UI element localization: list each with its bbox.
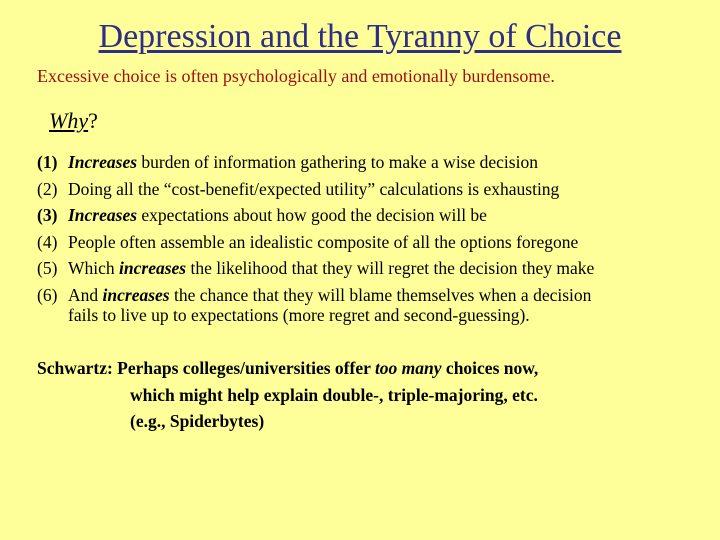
emphasis-too-many: too many — [374, 358, 442, 378]
reasons-list — [37, 149, 594, 329]
schwartz-line-1: Schwartz: Perhaps colleges/universities offer too many choices now, — [37, 358, 539, 378]
why-heading — [49, 108, 98, 134]
item-text: Doing all the “cost-benefit/expected utility” calculations is exhausting — [68, 178, 560, 199]
slide-subtitle: Excessive choice is often psychologically and emotionally burdensome. — [37, 66, 555, 86]
item-keyword: Increases — [68, 152, 138, 172]
list-item — [37, 176, 594, 203]
item-text: People often assemble an idealistic composite of all the options foregone — [68, 231, 579, 252]
item-keyword: increases — [119, 258, 187, 278]
schwartz-line-2: which might help explain double-, triple-majoring, etc. — [130, 384, 538, 405]
item-continuation: fails to live up to expectations (more regret and second-guessing). — [68, 305, 530, 325]
why-word: Why — [49, 108, 89, 133]
item-number: (4) — [37, 231, 58, 252]
item-text: Increases expectations about how good the decision will be — [68, 205, 487, 225]
item-number: (1) — [37, 152, 58, 172]
item-text: And increases the chance that they will blame themselves when a decision — [68, 284, 592, 305]
list-item — [37, 149, 594, 176]
item-number: (3) — [37, 205, 58, 225]
item-keyword: increases — [102, 284, 170, 305]
schwartz-note — [37, 355, 538, 435]
list-item — [37, 255, 594, 282]
list-item — [37, 229, 594, 256]
item-number: (2) — [37, 178, 58, 199]
why-mark: ? — [88, 108, 98, 133]
item-text: Which increases the likelihood that they will regret the decision they make — [68, 258, 595, 278]
list-item — [37, 202, 594, 229]
slide-title: Depression and the Tyranny of Choice — [98, 18, 622, 55]
item-number: (6) — [37, 284, 58, 305]
item-keyword: Increases — [68, 205, 138, 225]
item-number: (5) — [37, 258, 58, 278]
item-text: Increases burden of information gathering to make a wise decision — [68, 152, 538, 172]
schwartz-line-3: (e.g., Spiderbytes) — [130, 411, 265, 431]
